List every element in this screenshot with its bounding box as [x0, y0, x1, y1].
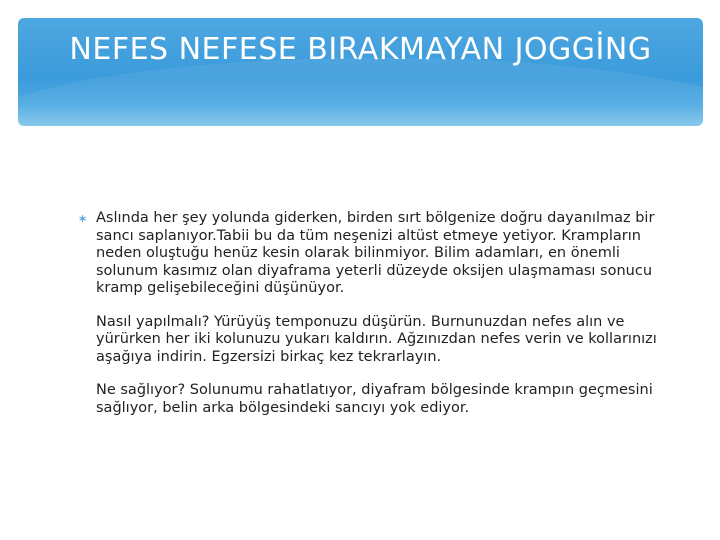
paragraph-benefit-text: Ne sağlıyor? Solunumu rahatlatıyor, diyafram bölgesinde krampın geçmesini sağlıyor, belin arka bölgesindeki sancıyı yok ediyor. — [96, 382, 653, 416]
paragraph-intro-text: Aslında her şey yolunda giderken, birden sırt bölgenize doğru dayanılmaz bir sancı saplanıyor.Tabii bu da tüm neşenizi altüst etmeye yetiyor. Krampların neden oluştuğu henüz kesin olarak bilinmiyor. Bilim adamları, en önemli solunum kasımız olan diyaframa yeterli düzeyde oksijen ulaşmaması sonucu kramp gelişebileceğini düşünüyor. — [96, 210, 655, 296]
slide-body — [78, 210, 678, 417]
paragraph-benefit — [78, 382, 678, 417]
paragraph-how-to — [78, 314, 678, 367]
bullet-icon: ∗ — [78, 212, 88, 225]
paragraph-intro — [78, 210, 678, 298]
paragraph-how-to-text: Nasıl yapılmalı? Yürüyüş temponuzu düşürün. Burnunuzdan nefes alın ve yürürken her iki kolunuzu yukarı kaldırın. Ağzınızdan nefes verin ve kollarınızı aşağıya indirin. Egzersizi birkaç kez tekrarlayın. — [96, 313, 657, 365]
slide-title: NEFES NEFESE BIRAKMAYAN JOGGİNG — [69, 32, 652, 67]
